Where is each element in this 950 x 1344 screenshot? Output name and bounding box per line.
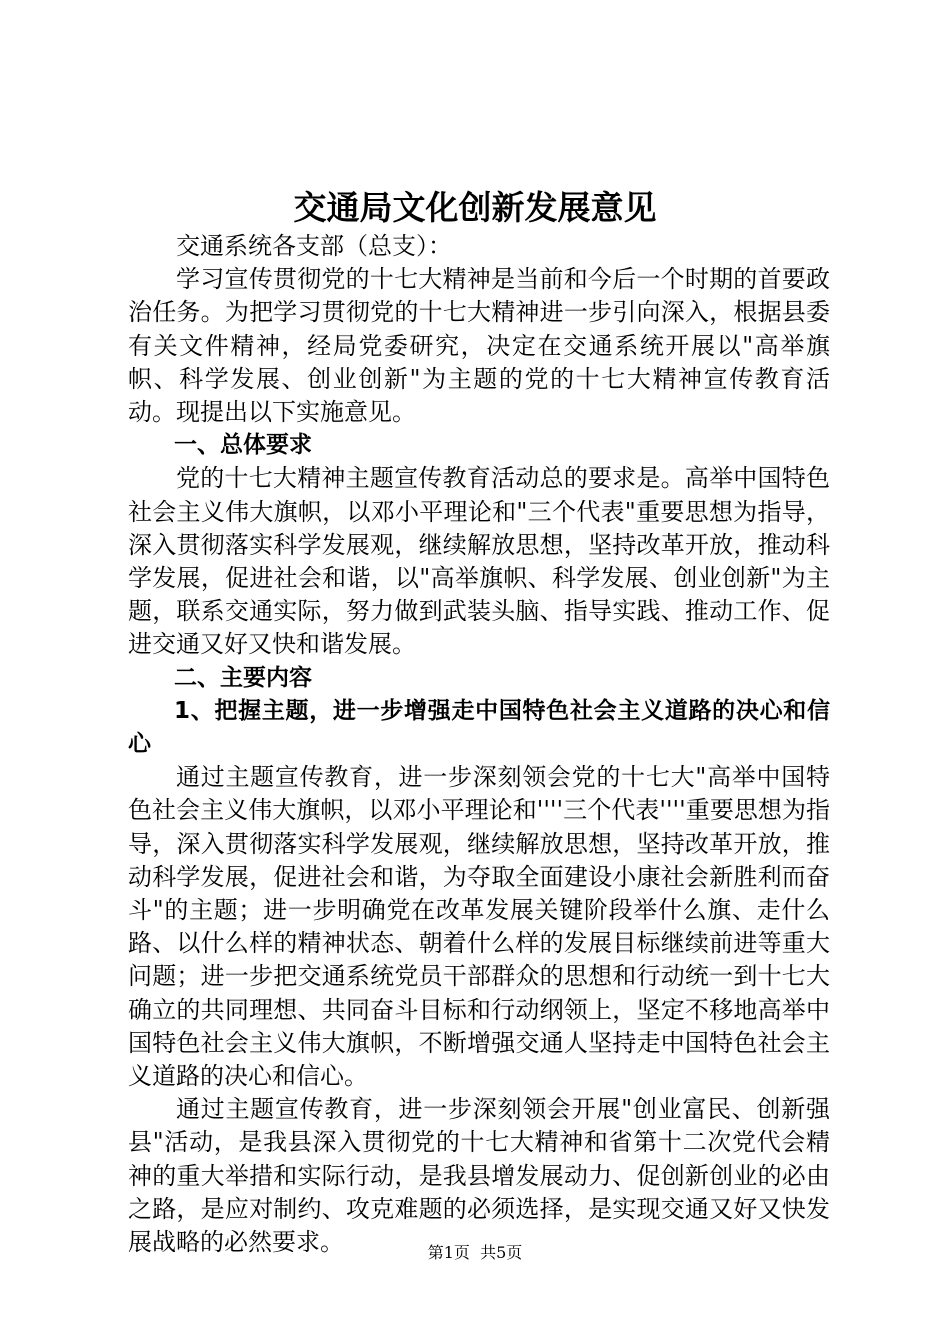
page-footer	[0, 1243, 950, 1263]
footer-spacer	[470, 1243, 480, 1262]
document-title: 交通局文化创新发展意见	[293, 188, 657, 227]
section-heading-overall-requirements: 一、总体要求	[174, 432, 312, 459]
paragraph-theme-education: 通过主题宣传教育，进一步深刻领会党的十七大"高举中国特色社会主义伟大旗帜，以邓小平理论和''''三个代表''''重要思想为指导，深入贯彻落实科学发展观，继续解放思想，坚持改革开放，推动科学发展，促进社会和谐，为夺取全面建设小康社会新胜利而奋斗"的主题；进一步明确党在改革发展关键阶段举什么旗、走什么路、以什么样的精神状态、朝着什么样的发展目标继续前进等重大问题；进一步把交通系统党员干部群众的思想和行动统一到十七大确立的共同理想、共同奋斗目标和行动纲领上，坚定不移地高举中国特色社会主义伟大旗帜，不断增强交通人坚持走中国特色社会主义道路的决心和信心。	[128, 763, 830, 1091]
subsection-heading-grasp-theme: 1、把握主题，进一步增强走中国特色社会主义道路的决心和信心	[128, 697, 830, 758]
paragraph-overall-requirements: 党的十七大精神主题宣传教育活动总的要求是。高举中国特色社会主义伟大旗帜，以邓小平理论和"三个代表"重要思想为指导，深入贯彻落实科学发展观，继续解放思想，坚持改革开放，推动科学发展，促进社会和谐，以"高举旗帜、科学发展、创业创新"为主题，联系交通实际，努力做到武装头脑、指导实践、推动工作、促进交通又好又快和谐发展。	[128, 464, 830, 659]
page-number-current: 第1页	[427, 1243, 470, 1262]
paragraph-innovation-activity: 通过主题宣传教育，进一步深刻领会开展"创业富民、创新强县"活动，是我县深入贯彻党的十七大精神和省第十二次党代会精神的重大举措和实际行动，是我县增发展动力、促创新创业的必由之路，是应对制约、攻克难题的必须选择，是实现交通又好又快发展战略的必然要求。	[128, 1095, 830, 1257]
document-body	[128, 230, 830, 1259]
paragraph-intro: 学习宣传贯彻党的十七大精神是当前和今后一个时期的首要政治任务。为把学习贯彻党的十七大精神进一步引向深入，根据县委有关文件精神，经局党委研究，决定在交通系统开展以"高举旗帜、科学发展、创业创新"为主题的党的十七大精神宣传教育活动。现提出以下实施意见。	[128, 265, 830, 427]
salutation: 交通系统各支部（总支）：	[176, 232, 452, 260]
section-heading-main-content: 二、主要内容	[174, 664, 312, 691]
page-number-total: 共5页	[480, 1243, 523, 1262]
